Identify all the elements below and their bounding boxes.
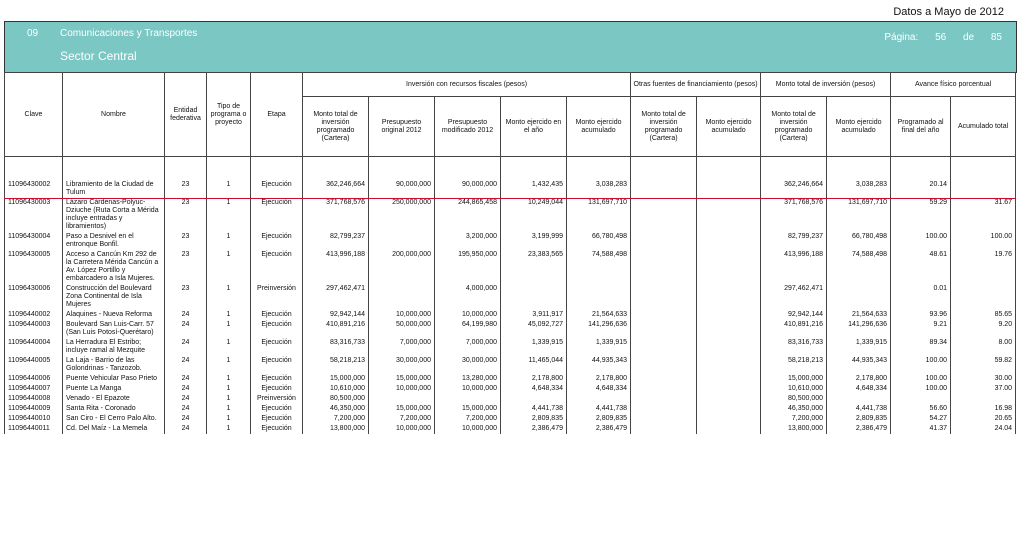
cell-modificado: 10,000,000 bbox=[435, 310, 501, 320]
cell-acumulado: 59.82 bbox=[951, 356, 1016, 374]
cell-clave: 11096440007 bbox=[5, 384, 63, 394]
cell-tipo: 1 bbox=[207, 394, 251, 404]
cell-monto-total: 83,316,733 bbox=[303, 338, 369, 356]
cell-acumulado bbox=[951, 157, 1016, 199]
cell-tipo: 1 bbox=[207, 198, 251, 232]
cell-acumulado: 37.00 bbox=[951, 384, 1016, 394]
cell-otras-monto bbox=[631, 198, 697, 232]
page-label: Página: bbox=[884, 32, 919, 43]
cell-otras-monto bbox=[631, 310, 697, 320]
cell-monto-total: 58,218,213 bbox=[303, 356, 369, 374]
group-otras: Otras fuentes de financiamiento (pesos) bbox=[631, 73, 761, 97]
cell-total-monto: 362,246,664 bbox=[761, 157, 827, 199]
sector-name: Sector Central bbox=[60, 49, 137, 63]
cell-monto-total: 371,768,576 bbox=[303, 198, 369, 232]
table-row bbox=[5, 384, 1016, 394]
cell-tipo: 1 bbox=[207, 284, 251, 310]
cell-nombre: San Ciro - El Cerro Palo Alto. bbox=[63, 414, 165, 424]
cell-ejercido-acum: 2,809,835 bbox=[567, 414, 631, 424]
cell-total-acum: 2,386,479 bbox=[827, 424, 891, 434]
table-row bbox=[5, 198, 1016, 232]
cell-modificado: 15,000,000 bbox=[435, 404, 501, 414]
cell-total-monto: 80,500,000 bbox=[761, 394, 827, 404]
table-row bbox=[5, 157, 1016, 199]
cell-ejercido-acum bbox=[567, 284, 631, 310]
cell-entidad: 23 bbox=[165, 157, 207, 199]
col-fiscal-ejercido-anio: Monto ejercido en el año bbox=[501, 97, 567, 157]
cell-total-monto: 92,942,144 bbox=[761, 310, 827, 320]
cell-otras-acum bbox=[697, 356, 761, 374]
cell-programado: 41.37 bbox=[891, 424, 951, 434]
page-of: de bbox=[962, 32, 975, 43]
cell-clave: 11096440011 bbox=[5, 424, 63, 434]
cell-otras-monto bbox=[631, 394, 697, 404]
cell-etapa: Ejecución bbox=[251, 424, 303, 434]
cell-programado: 20.14 bbox=[891, 157, 951, 199]
col-avance-programado: Programado al final del año bbox=[891, 97, 951, 157]
col-entidad: Entidad federativa bbox=[165, 73, 207, 157]
col-nombre: Nombre bbox=[63, 73, 165, 157]
cell-entidad: 24 bbox=[165, 338, 207, 356]
table-row bbox=[5, 414, 1016, 424]
cell-etapa: Ejecución bbox=[251, 404, 303, 414]
cell-programado bbox=[891, 394, 951, 404]
cell-monto-total: 7,200,000 bbox=[303, 414, 369, 424]
cell-modificado: 244,865,458 bbox=[435, 198, 501, 232]
cell-otras-acum bbox=[697, 414, 761, 424]
cell-total-acum bbox=[827, 284, 891, 310]
cell-programado: 100.00 bbox=[891, 374, 951, 384]
cell-ejercido-anio: 45,092,727 bbox=[501, 320, 567, 338]
cell-ejercido-anio: 4,648,334 bbox=[501, 384, 567, 394]
cell-ejercido-anio: 2,178,800 bbox=[501, 374, 567, 384]
cell-ejercido-anio: 11,465,044 bbox=[501, 356, 567, 374]
cell-entidad: 24 bbox=[165, 310, 207, 320]
cell-otras-monto bbox=[631, 232, 697, 250]
cell-clave: 11096440006 bbox=[5, 374, 63, 384]
page-indicator bbox=[870, 32, 1002, 43]
cell-programado: 100.00 bbox=[891, 356, 951, 374]
group-avance: Avance físico porcentual bbox=[891, 73, 1016, 97]
cell-original: 200,000,000 bbox=[369, 250, 435, 284]
cell-nombre: Paso a Desnivel en el entronque Bonfil. bbox=[63, 232, 165, 250]
cell-ejercido-anio: 3,911,917 bbox=[501, 310, 567, 320]
cell-ejercido-acum: 74,588,498 bbox=[567, 250, 631, 284]
cell-total-acum bbox=[827, 394, 891, 404]
cell-otras-acum bbox=[697, 198, 761, 232]
cell-modificado: 3,200,000 bbox=[435, 232, 501, 250]
cell-ejercido-anio: 1,432,435 bbox=[501, 157, 567, 199]
report-banner bbox=[4, 21, 1017, 73]
cell-acumulado bbox=[951, 394, 1016, 404]
cell-programado: 9.21 bbox=[891, 320, 951, 338]
page-total: 85 bbox=[990, 32, 1002, 43]
cell-otras-monto bbox=[631, 384, 697, 394]
cell-etapa: Ejecución bbox=[251, 198, 303, 232]
cell-total-acum: 2,809,835 bbox=[827, 414, 891, 424]
col-fiscal-ejercido-acum: Monto ejercido acumulado bbox=[567, 97, 631, 157]
cell-etapa: Ejecución bbox=[251, 232, 303, 250]
cell-total-monto: 82,799,237 bbox=[761, 232, 827, 250]
cell-tipo: 1 bbox=[207, 338, 251, 356]
cell-ejercido-anio bbox=[501, 394, 567, 404]
cell-total-monto: 13,800,000 bbox=[761, 424, 827, 434]
cell-monto-total: 46,350,000 bbox=[303, 404, 369, 414]
col-otras-ejercido-acum: Monto ejercido acumulado bbox=[697, 97, 761, 157]
cell-etapa: Ejecución bbox=[251, 310, 303, 320]
cell-ejercido-acum: 4,648,334 bbox=[567, 384, 631, 394]
cell-original: 15,000,000 bbox=[369, 404, 435, 414]
cell-otras-acum bbox=[697, 404, 761, 414]
cell-clave: 11096430003 bbox=[5, 198, 63, 232]
table-row bbox=[5, 394, 1016, 404]
cell-ejercido-anio: 2,386,479 bbox=[501, 424, 567, 434]
cell-ejercido-anio: 3,199,999 bbox=[501, 232, 567, 250]
cell-nombre: Puente Vehicular Paso Prieto bbox=[63, 374, 165, 384]
cell-total-monto: 46,350,000 bbox=[761, 404, 827, 414]
cell-ejercido-anio: 2,809,835 bbox=[501, 414, 567, 424]
cell-otras-monto bbox=[631, 424, 697, 434]
cell-acumulado: 100.00 bbox=[951, 232, 1016, 250]
report-date: Datos a Mayo de 2012 bbox=[893, 6, 1004, 18]
cell-etapa: Preinversión bbox=[251, 284, 303, 310]
cell-ejercido-anio: 23,383,565 bbox=[501, 250, 567, 284]
cell-clave: 11096440003 bbox=[5, 320, 63, 338]
group-total: Monto total de inversión (pesos) bbox=[761, 73, 891, 97]
cell-otras-monto bbox=[631, 157, 697, 199]
cell-otras-acum bbox=[697, 384, 761, 394]
cell-tipo: 1 bbox=[207, 404, 251, 414]
cell-etapa: Ejecución bbox=[251, 374, 303, 384]
cell-modificado: 90,000,000 bbox=[435, 157, 501, 199]
cell-entidad: 24 bbox=[165, 384, 207, 394]
cell-total-monto: 413,996,188 bbox=[761, 250, 827, 284]
col-total-ejercido-acum: Monto ejercido acumulado bbox=[827, 97, 891, 157]
cell-etapa: Ejecución bbox=[251, 384, 303, 394]
cell-clave: 11096440010 bbox=[5, 414, 63, 424]
cell-entidad: 24 bbox=[165, 404, 207, 414]
cell-acumulado: 16.98 bbox=[951, 404, 1016, 414]
col-tipo: Tipo de programa o proyecto bbox=[207, 73, 251, 157]
cell-total-monto: 83,316,733 bbox=[761, 338, 827, 356]
cell-otras-acum bbox=[697, 284, 761, 310]
col-otras-monto-total: Monto total de inversión programado (Cartera) bbox=[631, 97, 697, 157]
section-code: 09 bbox=[27, 28, 39, 39]
cell-nombre: Puente La Manga bbox=[63, 384, 165, 394]
cell-nombre: Acceso a Cancún Km 292 de la Carretera Mérida Cancún a Av. López Portillo y embarcadero a Isla Mujeres. bbox=[63, 250, 165, 284]
cell-original: 250,000,000 bbox=[369, 198, 435, 232]
cell-original: 7,200,000 bbox=[369, 414, 435, 424]
cell-tipo: 1 bbox=[207, 157, 251, 199]
cell-otras-monto bbox=[631, 320, 697, 338]
cell-nombre: Boulevard San Luis-Carr. 57 (San Luis Potosí-Querétaro) bbox=[63, 320, 165, 338]
cell-modificado: 7,200,000 bbox=[435, 414, 501, 424]
cell-tipo: 1 bbox=[207, 356, 251, 374]
cell-otras-monto bbox=[631, 250, 697, 284]
cell-tipo: 1 bbox=[207, 320, 251, 338]
cell-nombre: La Laja - Barrio de las Golondrinas - Tanzozob. bbox=[63, 356, 165, 374]
cell-total-acum: 1,339,915 bbox=[827, 338, 891, 356]
cell-original: 90,000,000 bbox=[369, 157, 435, 199]
cell-otras-acum bbox=[697, 374, 761, 384]
cell-otras-acum bbox=[697, 338, 761, 356]
cell-clave: 11096440008 bbox=[5, 394, 63, 404]
cell-total-acum: 2,178,800 bbox=[827, 374, 891, 384]
cell-acumulado: 30.00 bbox=[951, 374, 1016, 384]
cell-entidad: 24 bbox=[165, 374, 207, 384]
table-row bbox=[5, 374, 1016, 384]
cell-etapa: Ejecución bbox=[251, 157, 303, 199]
table-row bbox=[5, 424, 1016, 434]
cell-modificado: 10,000,000 bbox=[435, 424, 501, 434]
cell-etapa: Ejecución bbox=[251, 320, 303, 338]
cell-original: 10,000,000 bbox=[369, 310, 435, 320]
cell-total-acum: 66,780,498 bbox=[827, 232, 891, 250]
cell-otras-acum bbox=[697, 157, 761, 199]
table-row bbox=[5, 404, 1016, 414]
cell-modificado: 10,000,000 bbox=[435, 384, 501, 394]
table-row bbox=[5, 356, 1016, 374]
cell-monto-total: 82,799,237 bbox=[303, 232, 369, 250]
cell-nombre: Alaquines - Nueva Reforma bbox=[63, 310, 165, 320]
cell-total-acum: 44,935,343 bbox=[827, 356, 891, 374]
cell-otras-monto bbox=[631, 414, 697, 424]
cell-ejercido-acum: 2,178,800 bbox=[567, 374, 631, 384]
cell-clave: 11096430005 bbox=[5, 250, 63, 284]
col-clave: Clave bbox=[5, 73, 63, 157]
cell-total-acum: 141,296,636 bbox=[827, 320, 891, 338]
cell-monto-total: 413,996,188 bbox=[303, 250, 369, 284]
cell-programado: 93.96 bbox=[891, 310, 951, 320]
cell-ejercido-acum: 1,339,915 bbox=[567, 338, 631, 356]
cell-otras-monto bbox=[631, 404, 697, 414]
cell-otras-acum bbox=[697, 424, 761, 434]
cell-clave: 11096430004 bbox=[5, 232, 63, 250]
cell-ejercido-anio: 4,441,738 bbox=[501, 404, 567, 414]
cell-tipo: 1 bbox=[207, 250, 251, 284]
cell-acumulado: 20.65 bbox=[951, 414, 1016, 424]
cell-ejercido-acum bbox=[567, 394, 631, 404]
cell-nombre: Libramiento de la Ciudad de Tulum bbox=[63, 157, 165, 199]
cell-entidad: 23 bbox=[165, 284, 207, 310]
cell-monto-total: 15,000,000 bbox=[303, 374, 369, 384]
cell-original: 15,000,000 bbox=[369, 374, 435, 384]
cell-tipo: 1 bbox=[207, 232, 251, 250]
cell-total-monto: 15,000,000 bbox=[761, 374, 827, 384]
cell-entidad: 23 bbox=[165, 232, 207, 250]
cell-modificado: 64,199,980 bbox=[435, 320, 501, 338]
cell-acumulado: 9.20 bbox=[951, 320, 1016, 338]
cell-acumulado: 19.76 bbox=[951, 250, 1016, 284]
col-etapa: Etapa bbox=[251, 73, 303, 157]
cell-total-monto: 58,218,213 bbox=[761, 356, 827, 374]
table-row bbox=[5, 250, 1016, 284]
cell-otras-acum bbox=[697, 394, 761, 404]
cell-modificado bbox=[435, 394, 501, 404]
cell-modificado: 13,280,000 bbox=[435, 374, 501, 384]
cell-total-monto: 7,200,000 bbox=[761, 414, 827, 424]
cell-nombre: Venado - El Epazote bbox=[63, 394, 165, 404]
cell-otras-monto bbox=[631, 374, 697, 384]
group-fiscal: Inversión con recursos fiscales (pesos) bbox=[303, 73, 631, 97]
cell-acumulado: 31.67 bbox=[951, 198, 1016, 232]
cell-entidad: 23 bbox=[165, 198, 207, 232]
cell-ejercido-anio bbox=[501, 284, 567, 310]
cell-ejercido-acum: 2,386,479 bbox=[567, 424, 631, 434]
cell-otras-acum bbox=[697, 250, 761, 284]
cell-programado: 48.61 bbox=[891, 250, 951, 284]
cell-programado: 59.29 bbox=[891, 198, 951, 232]
cell-original: 30,000,000 bbox=[369, 356, 435, 374]
cell-nombre: La Herradura El Estribo; incluye ramal al Mezquite bbox=[63, 338, 165, 356]
col-avance-acumulado: Acumulado total bbox=[951, 97, 1016, 157]
cell-monto-total: 297,462,471 bbox=[303, 284, 369, 310]
cell-programado: 100.00 bbox=[891, 384, 951, 394]
cell-modificado: 4,000,000 bbox=[435, 284, 501, 310]
cell-monto-total: 80,500,000 bbox=[303, 394, 369, 404]
cell-nombre: Santa Rita - Coronado bbox=[63, 404, 165, 414]
cell-total-acum: 21,564,633 bbox=[827, 310, 891, 320]
cell-otras-acum bbox=[697, 232, 761, 250]
cell-monto-total: 92,942,144 bbox=[303, 310, 369, 320]
cell-original: 10,000,000 bbox=[369, 424, 435, 434]
cell-etapa: Ejecución bbox=[251, 338, 303, 356]
cell-acumulado: 8.00 bbox=[951, 338, 1016, 356]
cell-entidad: 24 bbox=[165, 424, 207, 434]
cell-otras-monto bbox=[631, 338, 697, 356]
table-row bbox=[5, 338, 1016, 356]
row-highlight-line bbox=[4, 198, 1015, 199]
cell-nombre: Lázaro Cárdenas-Polyuc-Dziuche (Ruta Corta a Mérida incluye entradas y libramientos) bbox=[63, 198, 165, 232]
cell-total-acum: 3,038,283 bbox=[827, 157, 891, 199]
cell-monto-total: 410,891,216 bbox=[303, 320, 369, 338]
cell-nombre: Construcción del Boulevard Zona Continental de Isla Mujeres bbox=[63, 284, 165, 310]
cell-ejercido-acum: 44,935,343 bbox=[567, 356, 631, 374]
cell-ejercido-acum: 141,296,636 bbox=[567, 320, 631, 338]
cell-monto-total: 362,246,664 bbox=[303, 157, 369, 199]
cell-otras-acum bbox=[697, 310, 761, 320]
cell-programado: 56.60 bbox=[891, 404, 951, 414]
cell-clave: 11096430006 bbox=[5, 284, 63, 310]
cell-ejercido-anio: 1,339,915 bbox=[501, 338, 567, 356]
table-row bbox=[5, 284, 1016, 310]
cell-ejercido-acum: 21,564,633 bbox=[567, 310, 631, 320]
table-row bbox=[5, 320, 1016, 338]
cell-otras-monto bbox=[631, 284, 697, 310]
cell-entidad: 24 bbox=[165, 394, 207, 404]
cell-clave: 11096440009 bbox=[5, 404, 63, 414]
cell-total-acum: 4,441,738 bbox=[827, 404, 891, 414]
cell-ejercido-acum: 4,441,738 bbox=[567, 404, 631, 414]
cell-ejercido-acum: 66,780,498 bbox=[567, 232, 631, 250]
cell-original bbox=[369, 394, 435, 404]
col-total-monto-total: Monto total de inversión programado (Cartera) bbox=[761, 97, 827, 157]
cell-entidad: 24 bbox=[165, 320, 207, 338]
cell-acumulado: 24.04 bbox=[951, 424, 1016, 434]
cell-programado: 89.34 bbox=[891, 338, 951, 356]
cell-total-monto: 410,891,216 bbox=[761, 320, 827, 338]
cell-ejercido-acum: 131,697,710 bbox=[567, 198, 631, 232]
cell-clave: 11096430002 bbox=[5, 157, 63, 199]
col-fiscal-modificado: Presupuesto modificado 2012 bbox=[435, 97, 501, 157]
cell-modificado: 195,950,000 bbox=[435, 250, 501, 284]
cell-total-acum: 74,588,498 bbox=[827, 250, 891, 284]
cell-nombre: Cd. Del Maíz - La Memela bbox=[63, 424, 165, 434]
cell-etapa: Ejecución bbox=[251, 414, 303, 424]
table-row bbox=[5, 310, 1016, 320]
cell-modificado: 7,000,000 bbox=[435, 338, 501, 356]
cell-original: 7,000,000 bbox=[369, 338, 435, 356]
cell-clave: 11096440002 bbox=[5, 310, 63, 320]
cell-original bbox=[369, 284, 435, 310]
cell-etapa: Preinversión bbox=[251, 394, 303, 404]
section-name: Comunicaciones y Transportes bbox=[60, 28, 198, 39]
cell-ejercido-anio: 10,249,044 bbox=[501, 198, 567, 232]
cell-total-monto: 371,768,576 bbox=[761, 198, 827, 232]
cell-tipo: 1 bbox=[207, 310, 251, 320]
page-number: 56 bbox=[935, 32, 947, 43]
cell-original bbox=[369, 232, 435, 250]
cell-etapa: Ejecución bbox=[251, 250, 303, 284]
cell-otras-acum bbox=[697, 320, 761, 338]
cell-etapa: Ejecución bbox=[251, 356, 303, 374]
cell-programado: 100.00 bbox=[891, 232, 951, 250]
cell-programado: 54.27 bbox=[891, 414, 951, 424]
cell-entidad: 24 bbox=[165, 414, 207, 424]
cell-monto-total: 10,610,000 bbox=[303, 384, 369, 394]
cell-tipo: 1 bbox=[207, 374, 251, 384]
cell-tipo: 1 bbox=[207, 414, 251, 424]
cell-acumulado bbox=[951, 284, 1016, 310]
investment-table bbox=[4, 72, 1016, 434]
cell-original: 10,000,000 bbox=[369, 384, 435, 394]
cell-total-acum: 4,648,334 bbox=[827, 384, 891, 394]
cell-total-monto: 297,462,471 bbox=[761, 284, 827, 310]
cell-tipo: 1 bbox=[207, 424, 251, 434]
cell-entidad: 23 bbox=[165, 250, 207, 284]
cell-total-acum: 131,697,710 bbox=[827, 198, 891, 232]
cell-total-monto: 10,610,000 bbox=[761, 384, 827, 394]
cell-tipo: 1 bbox=[207, 384, 251, 394]
cell-clave: 11096440005 bbox=[5, 356, 63, 374]
table-row bbox=[5, 232, 1016, 250]
cell-ejercido-acum: 3,038,283 bbox=[567, 157, 631, 199]
col-fiscal-original: Presupuesto original 2012 bbox=[369, 97, 435, 157]
cell-entidad: 24 bbox=[165, 356, 207, 374]
cell-monto-total: 13,800,000 bbox=[303, 424, 369, 434]
cell-programado: 0.01 bbox=[891, 284, 951, 310]
cell-acumulado: 85.65 bbox=[951, 310, 1016, 320]
cell-original: 50,000,000 bbox=[369, 320, 435, 338]
col-fiscal-monto-total: Monto total de inversión programado (Cartera) bbox=[303, 97, 369, 157]
cell-modificado: 30,000,000 bbox=[435, 356, 501, 374]
cell-clave: 11096440004 bbox=[5, 338, 63, 356]
cell-otras-monto bbox=[631, 356, 697, 374]
